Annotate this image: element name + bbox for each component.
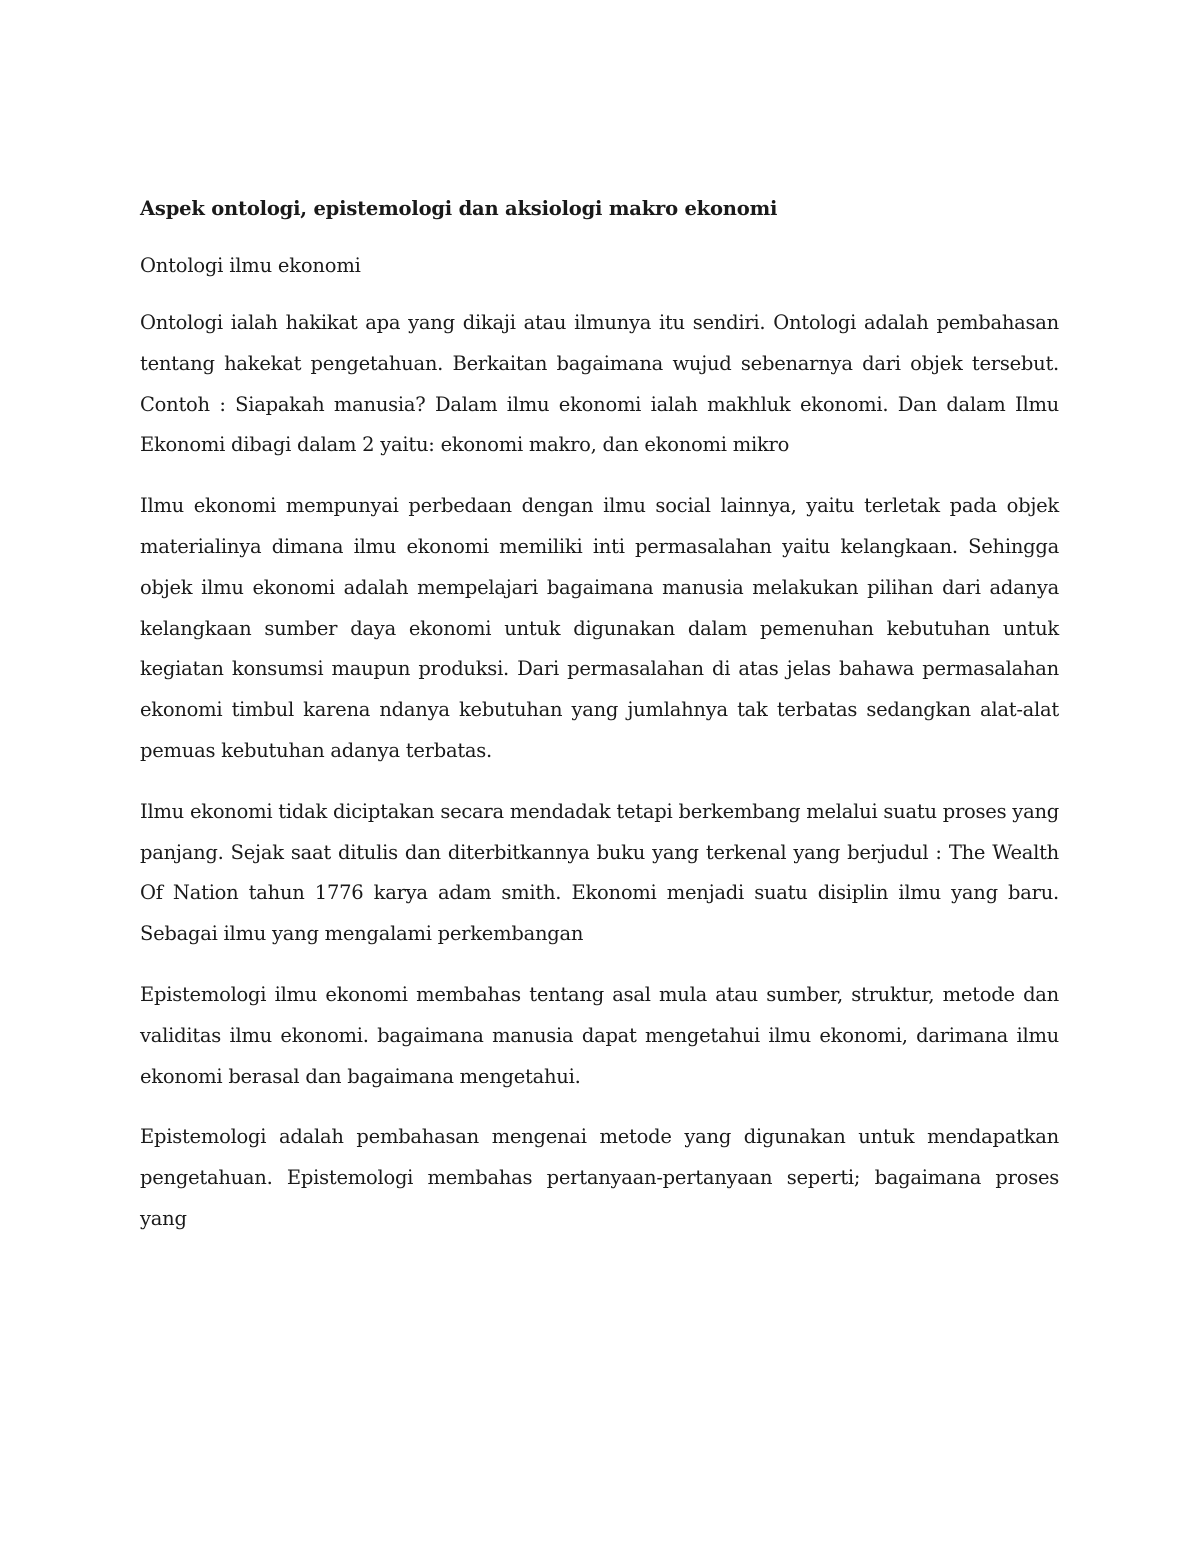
- paragraph-epistemologi-definition: Epistemologi adalah pembahasan mengenai metode yang digunakan untuk mendapatkan pengetahuan. Epistemologi membahas pertanyaan-pertanyaan seperti; bagaimana proses yang: [140, 1125, 1059, 1230]
- section-heading: Ontologi ilmu ekonomi: [140, 254, 361, 277]
- paragraph-ilmu-ekonomi-sejarah: Ilmu ekonomi tidak diciptakan secara mendadak tetapi berkembang melalui suatu proses yang panjang. Sejak saat ditulis dan diterbitkannya buku yang terkenal yang berjudul : The Wealth Of Nation tahun 1776 karya adam smith. Ekonomi menjadi suatu disiplin ilmu yang baru. Sebagai ilmu yang mengalami perkembangan: [140, 799, 1059, 946]
- document-body: [140, 194, 1059, 1260]
- document-title: Aspek ontologi, epistemologi dan aksiologi makro ekonomi: [140, 197, 778, 220]
- paragraph-ilmu-ekonomi-perbedaan: Ilmu ekonomi mempunyai perbedaan dengan ilmu social lainnya, yaitu terletak pada objek materialinya dimana ilmu ekonomi memiliki inti permasalahan yaitu kelangkaan. Sehingga objek ilmu ekonomi adalah mempelajari bagaimana manusia melakukan pilihan dari adanya kelangkaan sumber daya ekonomi untuk digunakan dalam pemenuhan kebutuhan untuk kegiatan konsumsi maupun produksi. Dari permasalahan di atas jelas bahawa permasalahan ekonomi timbul karena ndanya kebutuhan yang jumlahnya tak terbatas sedangkan alat-alat pemuas kebutuhan adanya terbatas.: [140, 494, 1059, 762]
- paragraph-epistemologi-ilmu-ekonomi: Epistemologi ilmu ekonomi membahas tentang asal mula atau sumber, struktur, metode dan validitas ilmu ekonomi. bagaimana manusia dapat mengetahui ilmu ekonomi, darimana ilmu ekonomi berasal dan bagaimana mengetahui.: [140, 982, 1059, 1088]
- paragraph-ontologi-definition: Ontologi ialah hakikat apa yang dikaji atau ilmunya itu sendiri. Ontologi adalah pembahasan tentang hakekat pengetahuan. Berkaitan bagaimana wujud sebenarnya dari objek tersebut. Contoh : Siapakah manusia? Dalam ilmu ekonomi ialah makhluk ekonomi. Dan dalam Ilmu Ekonomi dibagi dalam 2 yaitu: ekonomi makro, dan ekonomi mikro: [140, 311, 1059, 457]
